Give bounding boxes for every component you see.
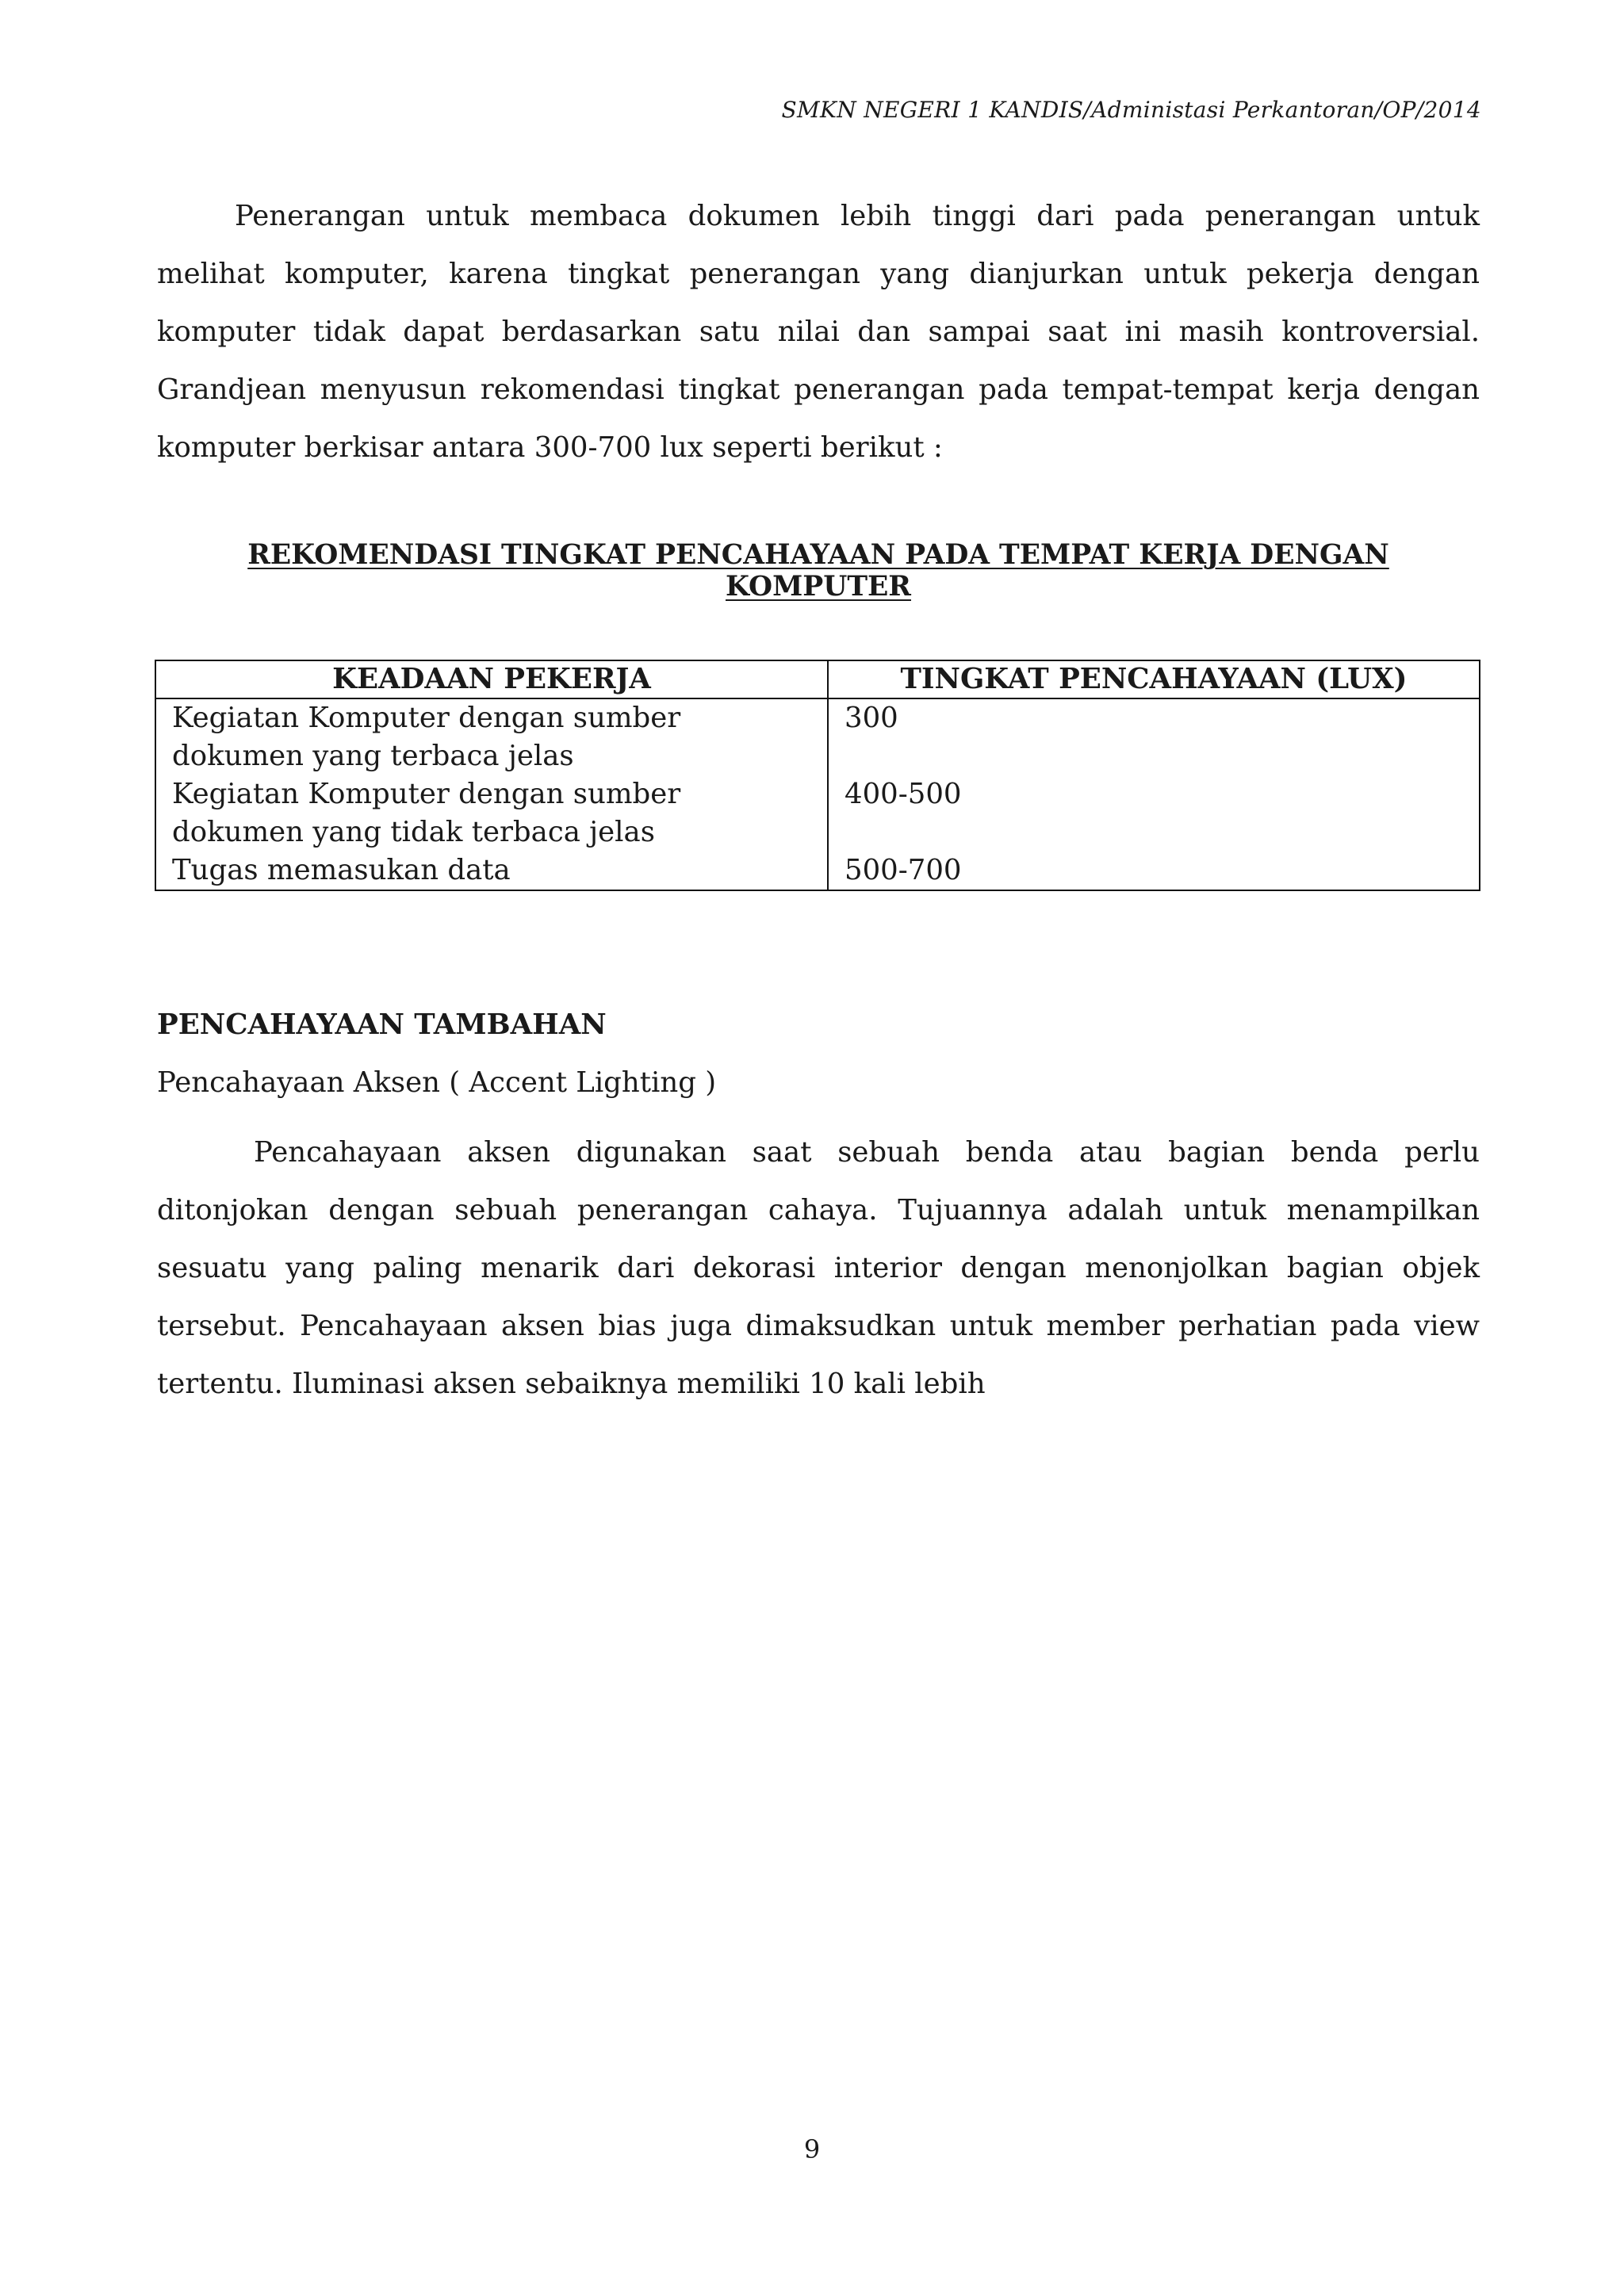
table-title: REKOMENDASI TINGKAT PENCAHAYAAN PADA TEMPAT KERJA DENGAN KOMPUTER (247, 539, 1389, 603)
running-header: SMKN NEGERI 1 KANDIS/Administasi Perkantoran/OP/2014 (781, 97, 1481, 123)
table-cell-lux: 500-700 (828, 851, 1480, 890)
table-row (155, 775, 1480, 851)
table-row (155, 851, 1480, 890)
table-cell-lux: 300 (828, 698, 1480, 775)
accent-lighting-paragraph-text: Pencahayaan aksen digunakan saat sebuah benda atau bagian benda perlu ditonjokan dengan sebuah penerangan cahaya. Tujuannya adalah untuk menampilkan sesuatu yang paling menarik dari dekorasi interior dengan menonjolkan bagian objek tersebut. Pencahayaan aksen bias juga dimaksudkan untuk member perhatian pada view tertentu. Iluminasi aksen sebaiknya memiliki 10 kali lebih (157, 1136, 1480, 1400)
lux-recommendation-table (155, 660, 1480, 891)
table-cell-condition: Tugas memasukan data (155, 851, 828, 890)
page-number: 9 (803, 2134, 821, 2164)
section-heading: PENCAHAYAAN TAMBAHAN (157, 1008, 607, 1041)
table-header-condition: KEADAAN PEKERJA (155, 660, 828, 698)
table-header-row (155, 660, 1480, 698)
intro-paragraph-text: Penerangan untuk membaca dokumen lebih tinggi dari pada penerangan untuk melihat komputer, karena tingkat penerangan yang dianjurkan untuk pekerja dengan komputer tidak dapat berdasarkan satu nilai dan sampai saat ini masih kontroversial. Grandjean menyusun rekomendasi tingkat penerangan pada tempat-tempat kerja dengan komputer berkisar antara 300-700 lux seperti berikut : (157, 200, 1480, 464)
table-cell-lux: 400-500 (828, 775, 1480, 851)
table-cell-condition: Kegiatan Komputer dengan sumber dokumen yang tidak terbaca jelas (155, 775, 828, 851)
table-row (155, 698, 1480, 775)
table-cell-condition: Kegiatan Komputer dengan sumber dokumen yang terbaca jelas (155, 698, 828, 775)
accent-lighting-paragraph (157, 1123, 1480, 1413)
intro-paragraph (157, 187, 1480, 476)
subsection-heading: Pencahayaan Aksen ( Accent Lighting ) (157, 1066, 717, 1099)
table-header-lux: TINGKAT PENCAHAYAAN (LUX) (828, 660, 1480, 698)
